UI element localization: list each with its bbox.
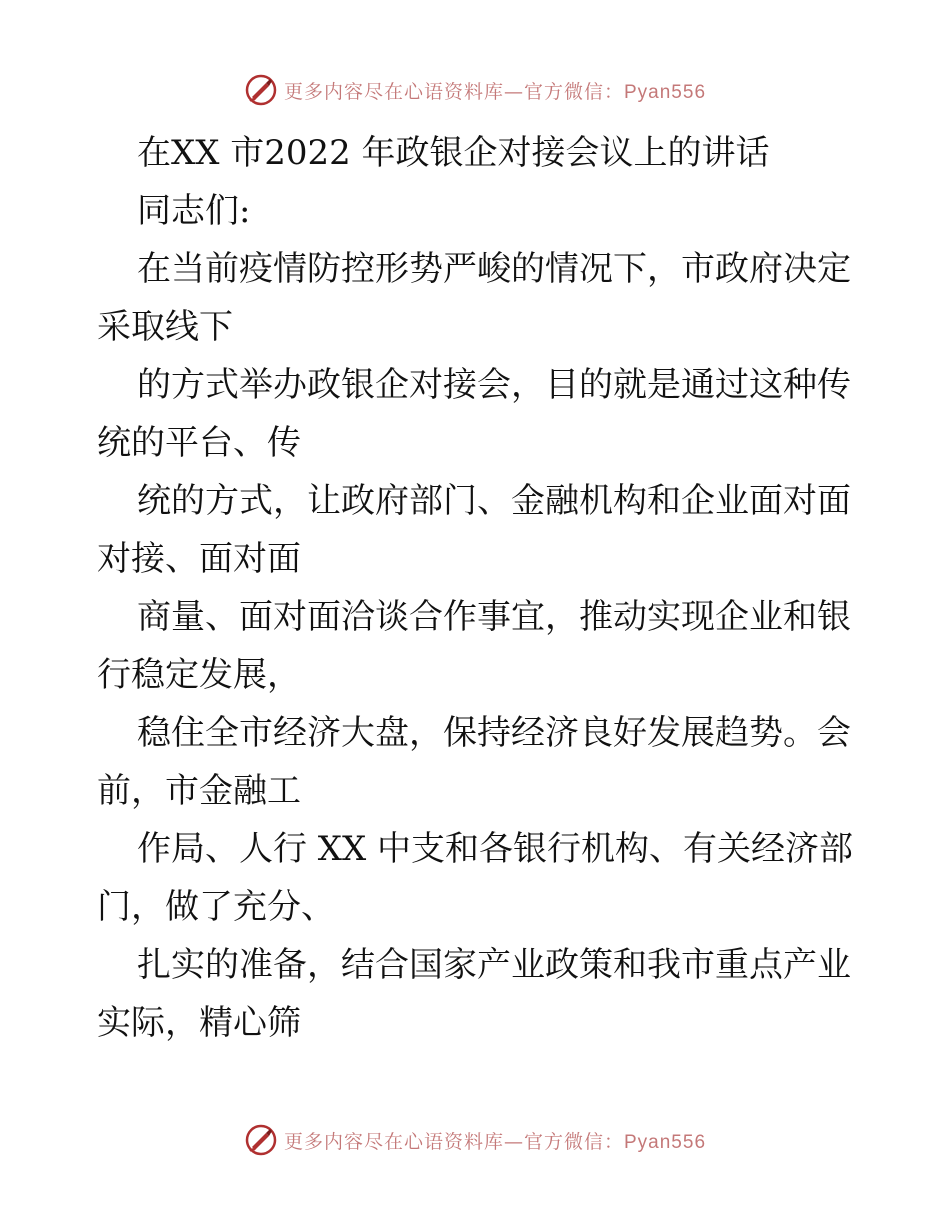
document-body <box>97 124 857 1052</box>
text-line: 同志们: <box>137 191 251 231</box>
text-line: 商量、面对面洽谈合作事宜，推动实现企业和银 <box>137 597 851 637</box>
pen-logo-icon <box>244 1123 278 1157</box>
text-line: 作局、人行 XX 中支和各银行机构、有关经济部 <box>137 829 854 869</box>
text-line: 扎实的准备，结合国家产业政策和我市重点产业 <box>137 945 851 985</box>
text-line: 稳住全市经济大盘，保持经济良好发展趋势。会 <box>137 713 851 753</box>
text-line: 对接、面对面 <box>97 539 301 579</box>
text-line: 门，做了充分、 <box>97 887 335 927</box>
watermark-banner-bottom <box>0 1122 950 1158</box>
text-line: 的方式举办政银企对接会，目的就是通过这种传 <box>137 365 851 405</box>
pen-logo-icon <box>244 73 278 107</box>
watermark-text: 更多内容尽在心语资料库—官方微信：Pyan556 <box>283 80 707 103</box>
text-line: 统的方式，让政府部门、金融机构和企业面对面 <box>137 481 851 521</box>
watermark-banner-top <box>0 72 950 108</box>
text-line: 在XX 市2022 年政银企对接会议上的讲话 <box>137 133 770 173</box>
text-line: 采取线下 <box>97 307 233 347</box>
text-line: 行稳定发展， <box>97 655 301 695</box>
text-line: 在当前疫情防控形势严峻的情况下，市政府决定 <box>137 249 851 289</box>
text-line: 统的平台、传 <box>97 423 301 463</box>
text-line: 前，市金融工 <box>97 771 301 811</box>
text-line: 实际，精心筛 <box>97 1003 301 1043</box>
watermark-text: 更多内容尽在心语资料库—官方微信：Pyan556 <box>283 1130 707 1153</box>
